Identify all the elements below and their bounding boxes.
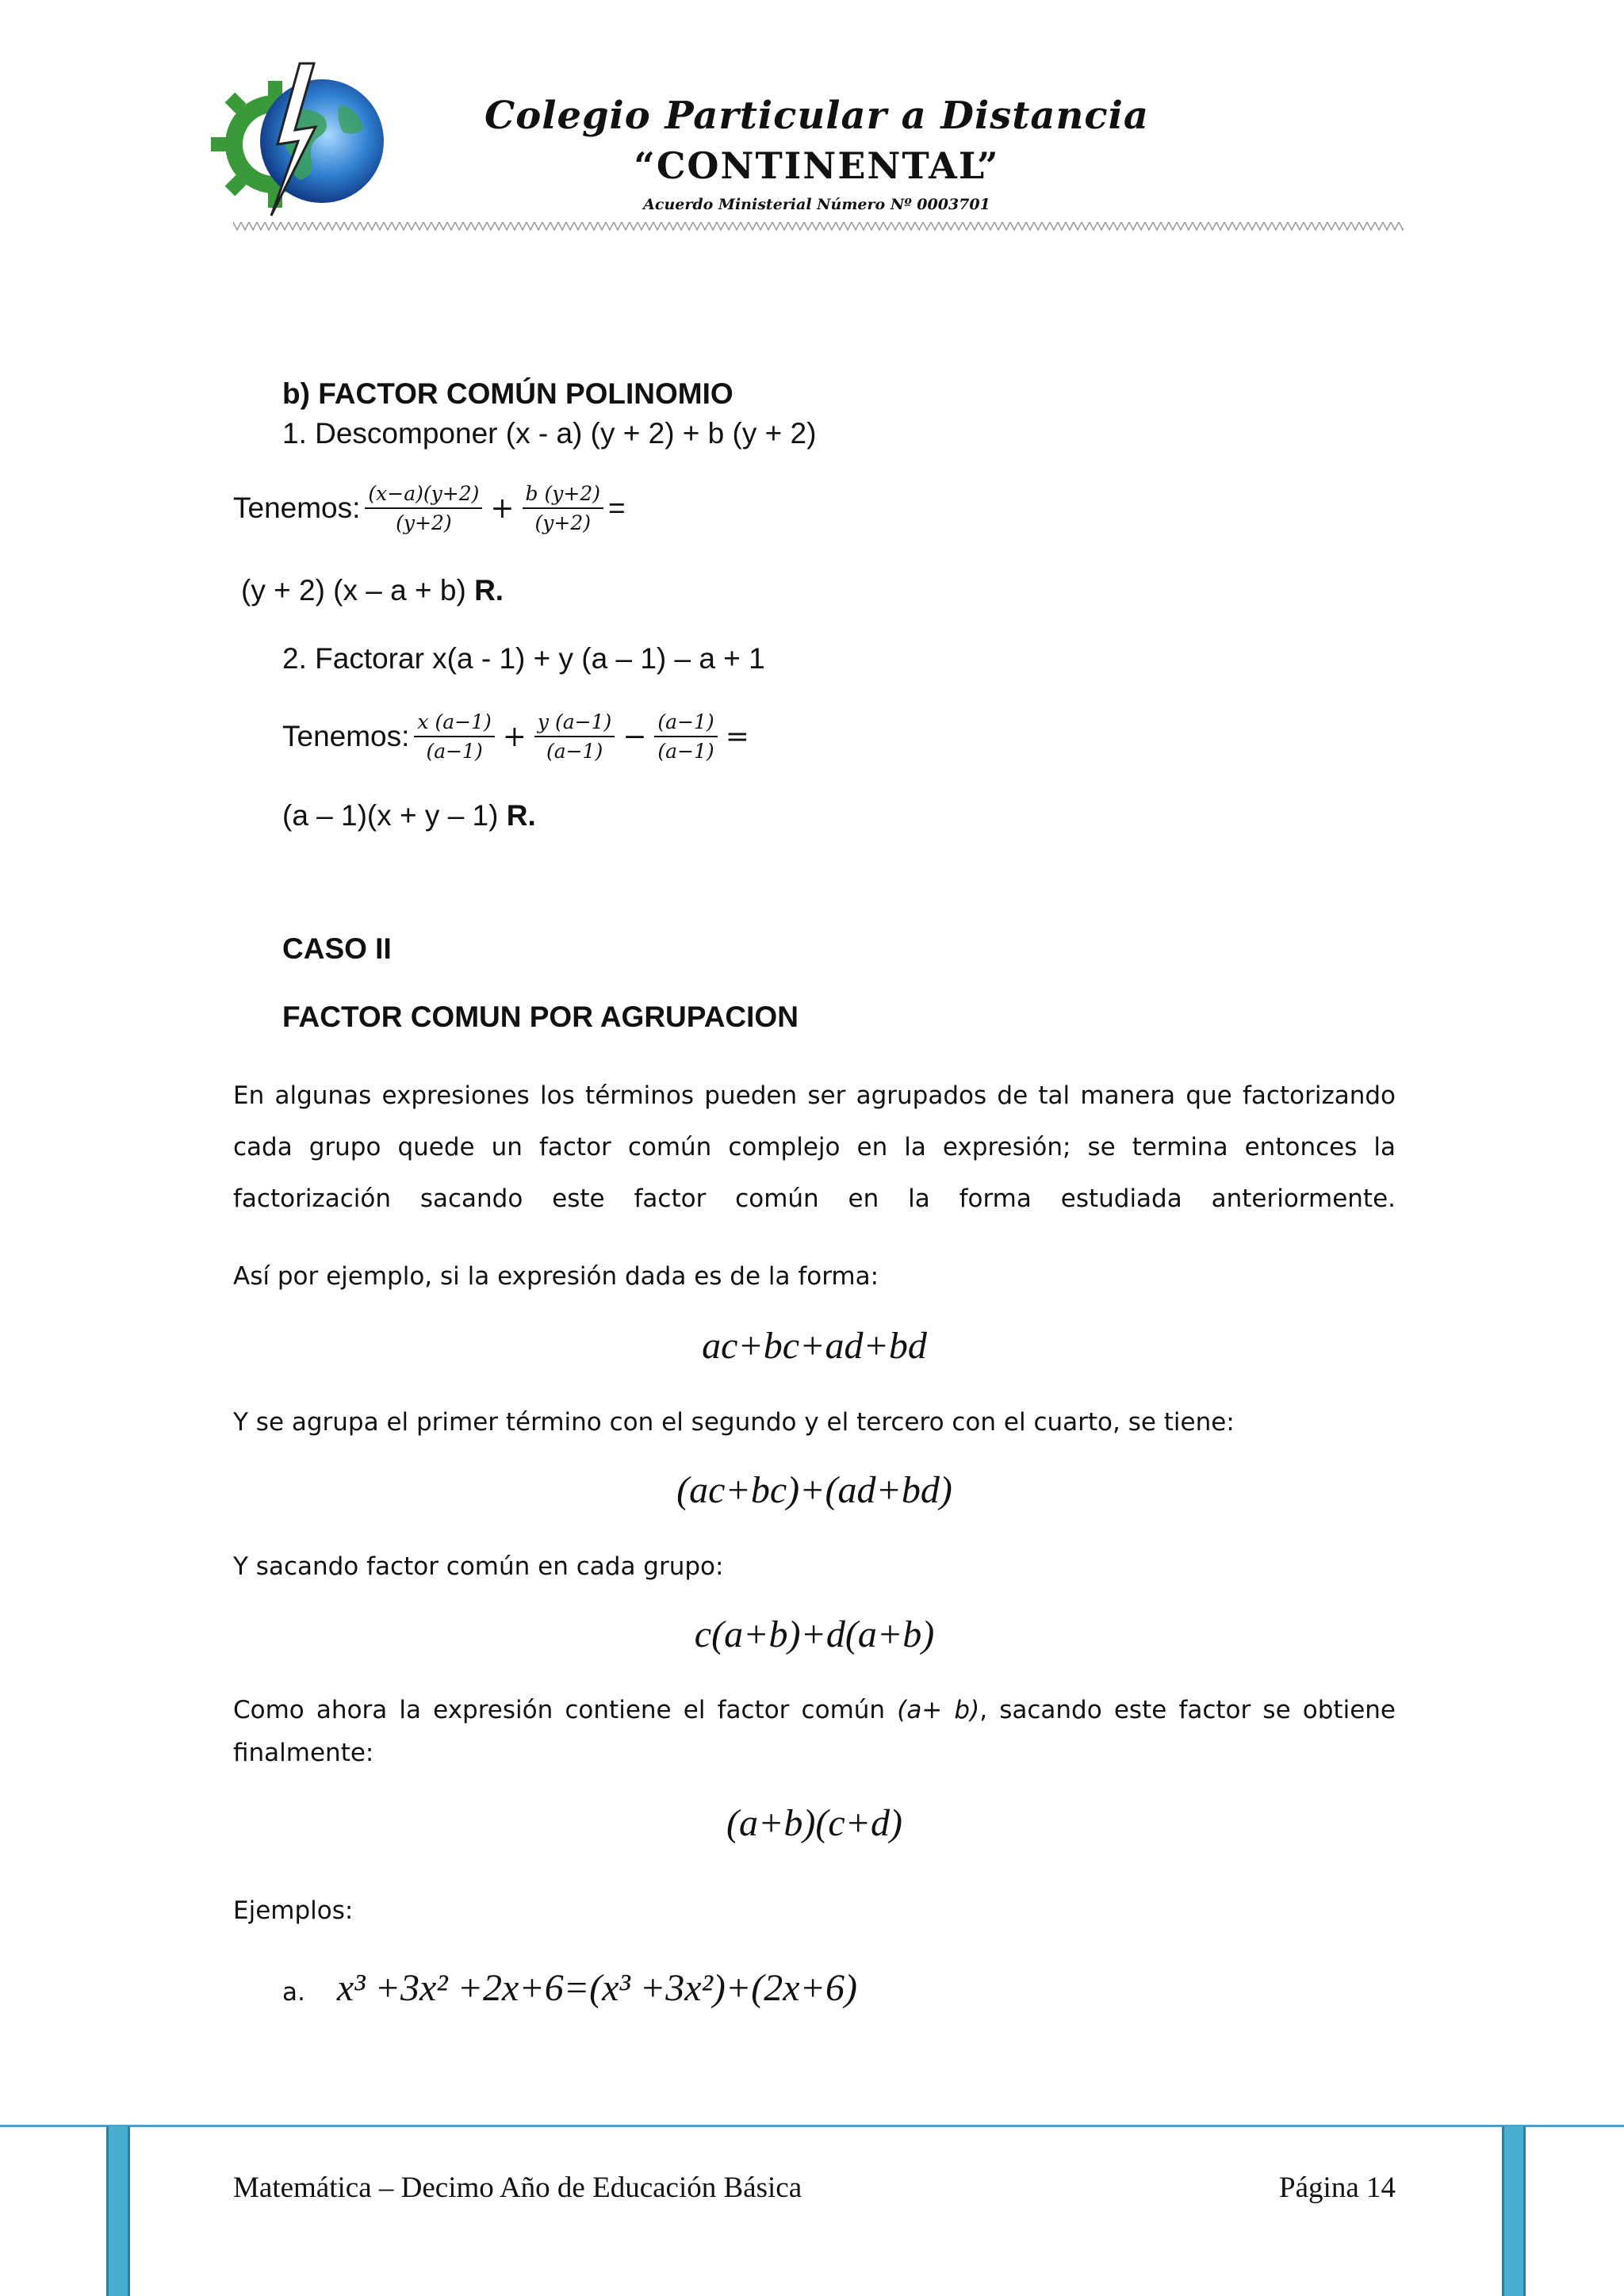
- examples-label: Ejemplos:: [233, 1896, 354, 1925]
- school-logo: [205, 57, 395, 224]
- denominator: (a−1): [426, 740, 483, 763]
- numerator: (a−1): [654, 710, 717, 737]
- numerator: x (a−1): [414, 710, 494, 737]
- expression-3: c(a+b)+d(a+b): [694, 1613, 935, 1655]
- example-a-label: a.: [282, 1978, 305, 2007]
- minus-sign: −: [622, 720, 647, 753]
- result-expression: (y + 2) (x – a + b): [241, 574, 466, 607]
- section-b-title: b) FACTOR COMÚN POLINOMIO: [282, 377, 733, 410]
- denominator: (y+2): [534, 511, 591, 534]
- intro-paragraph: En algunas expresiones los términos pueden ser agrupados de tal manera que factorizando cada grupo quede un factor común complejo en la expresión; se termina entonces la factorización sacando este factor común en la forma estudiada anteriormente.: [233, 1081, 1396, 1213]
- conclusion-paragraph: [233, 1689, 1396, 1774]
- example-1-label: Tenemos:: [233, 492, 361, 524]
- conclusion-text-1: Como ahora la expresión contiene el factor común: [233, 1696, 886, 1724]
- ministerial-agreement: Acuerdo Ministerial Número Nº 0003701: [643, 196, 990, 213]
- example-a-expression: x³ +3x² +2x+6=(x³ +3x²)+(2x+6): [336, 1967, 857, 2009]
- plus-sign: +: [502, 720, 527, 753]
- header-divider: [233, 220, 1404, 232]
- page-number: Página 14: [1279, 2172, 1396, 2204]
- example-1-title: 1. Descomponer (x - a) (y + 2) + b (y + 2): [282, 417, 817, 450]
- school-name: “CONTINENTAL”: [634, 144, 1000, 187]
- result-expression: (a – 1)(x + y – 1): [282, 799, 499, 832]
- numerator: (x−a)(y+2): [365, 482, 482, 509]
- footer-course: Matemática – Decimo Año de Educación Básica: [233, 2172, 802, 2204]
- numerator: y (a−1): [534, 710, 615, 737]
- answer-mark: R.: [506, 799, 536, 832]
- common-factor: (a+ b): [897, 1696, 980, 1724]
- example-2-title: 2. Factorar x(a - 1) + y (a – 1) – a + 1: [282, 642, 765, 675]
- grouping-text: Y se agrupa el primer término con el segundo y el tercero con el cuarto, se tiene:: [233, 1408, 1235, 1437]
- plus-sign: +: [490, 492, 515, 525]
- footer-right-bar: [1502, 2126, 1526, 2296]
- equals-sign: =: [725, 720, 749, 753]
- expression-4: (a+b)(c+d): [726, 1802, 903, 1844]
- footer-left-bar: [106, 2126, 130, 2296]
- fraction: [523, 482, 603, 534]
- example-a: [282, 1966, 857, 2010]
- fraction: [414, 710, 494, 763]
- school-line: Colegio Particular a Distancia: [484, 94, 1149, 138]
- example-2-work: [282, 710, 753, 763]
- expression-2: (ac+bc)+(ad+bd): [676, 1469, 952, 1511]
- example-1-result: [241, 574, 504, 607]
- conclusion-text-2: , sacando este factor se obtiene finalmente:: [233, 1696, 1396, 1767]
- numerator: b (y+2): [523, 482, 603, 509]
- example-1-work: [233, 482, 626, 534]
- example-2-result: [282, 799, 536, 832]
- denominator: (y+2): [396, 511, 452, 534]
- answer-mark: R.: [474, 574, 504, 607]
- footer-divider: [0, 2125, 1624, 2127]
- example-2-label: Tenemos:: [282, 720, 410, 752]
- equals-sign: =: [607, 492, 626, 524]
- fraction: [534, 710, 615, 763]
- caso-ii-title: CASO II: [282, 932, 392, 965]
- fraction: [365, 482, 482, 534]
- fraction: [654, 710, 717, 763]
- example-intro: Así por ejemplo, si la expresión dada es de la forma:: [233, 1262, 879, 1291]
- caso-ii-subtitle: FACTOR COMUN POR AGRUPACION: [282, 1001, 799, 1033]
- denominator: (a−1): [546, 740, 603, 763]
- denominator: (a−1): [657, 740, 714, 763]
- factor-text: Y sacando factor común en cada grupo:: [233, 1552, 724, 1581]
- expression-1: ac+bc+ad+bd: [702, 1325, 927, 1367]
